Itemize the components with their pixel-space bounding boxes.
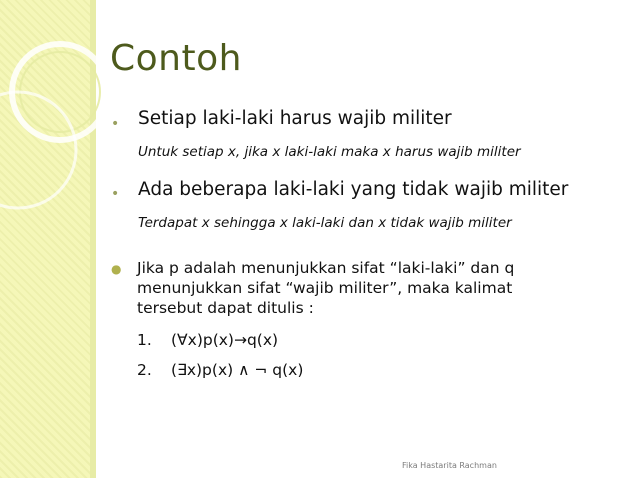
explanation-paragraph [137, 258, 577, 318]
bullet-2-subtext: Terdapat x sehingga x laki-laki dan x tidak wajib militer [138, 215, 512, 231]
paragraph-line: menunjukkan sifat “wajib militer”, maka kalimat [137, 279, 513, 297]
formula-item [137, 361, 303, 379]
paragraph-line: Jika p adalah menunjukkan sifat “laki-laki” dan q [137, 259, 515, 277]
formula-number: 2. [137, 361, 152, 379]
bullet-marker: ● [111, 262, 122, 276]
formula-item [137, 331, 278, 349]
bullet-2-text: Ada beberapa laki-laki yang tidak wajib militer [138, 179, 569, 200]
bullet-marker: • [111, 186, 120, 202]
bullet-1-text: Setiap laki-laki harus wajib militer [138, 108, 452, 129]
slide-title: Contoh [110, 38, 242, 79]
footer-author: Fika Hastarita Rachman [402, 461, 497, 470]
bullet-marker: • [111, 116, 120, 132]
bullet-1-subtext: Untuk setiap x, jika x laki-laki maka x harus wajib militer [138, 144, 521, 160]
formula-text: (∃x)p(x) ∧ ¬ q(x) [171, 361, 304, 379]
formula-text: (∀x)p(x)→q(x) [171, 331, 279, 349]
paragraph-line: tersebut dapat ditulis : [137, 299, 314, 317]
circle-decoration [0, 0, 120, 478]
formula-number: 1. [137, 331, 152, 349]
